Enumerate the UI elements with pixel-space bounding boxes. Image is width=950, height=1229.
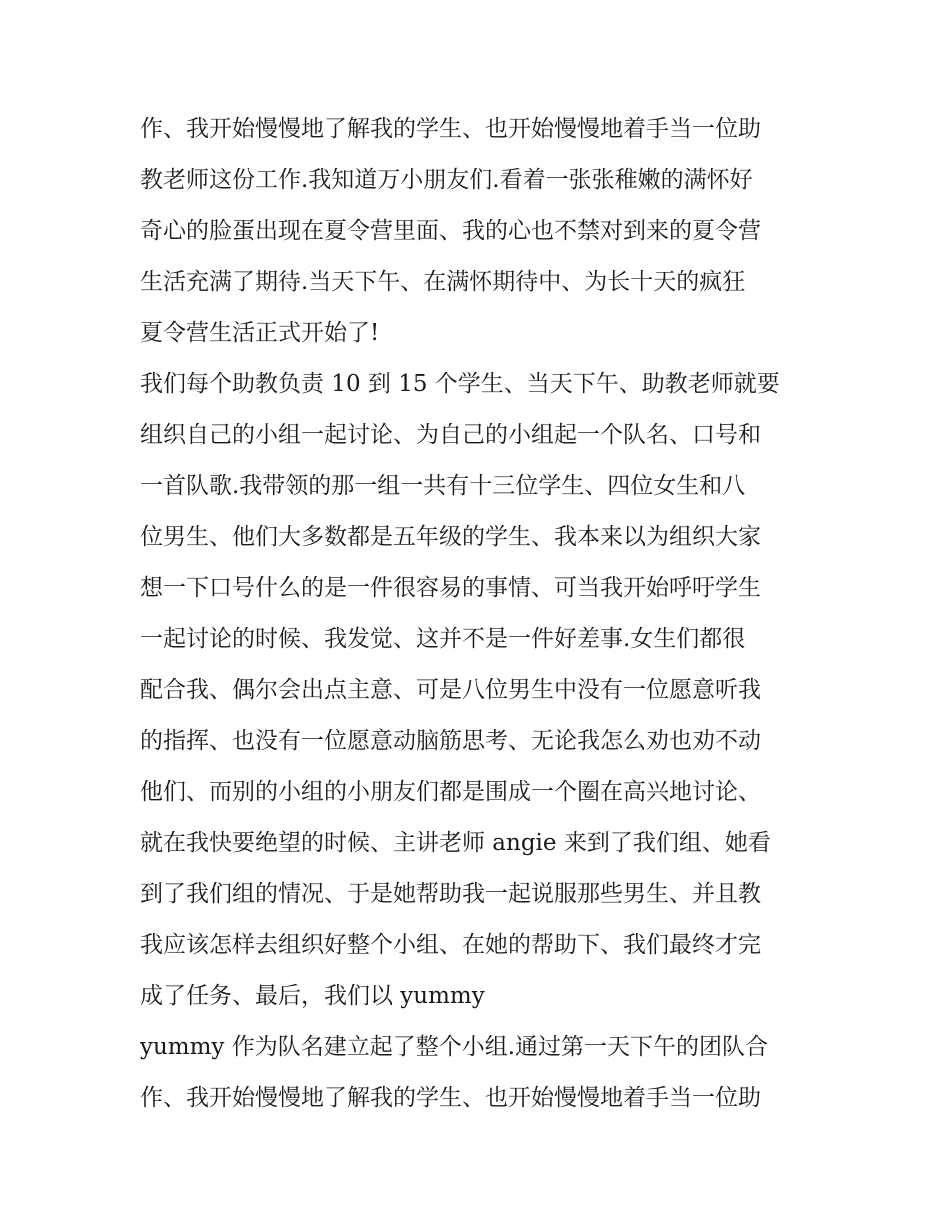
text-line: 作、我开始慢慢地了解我的学生、也开始慢慢地着手当一位助 — [140, 116, 761, 142]
document-body — [140, 104, 830, 1124]
text-line: 配合我、偶尔会出点主意、可是八位男生中没有一位愿意听我 — [140, 677, 761, 703]
text-line: 的指挥、也没有一位愿意动脑筋思考、无论我怎么劝也劝不动 — [140, 728, 761, 754]
text-line: 生活充满了期待.当天下午、在满怀期待中、为长十天的疯狂 — [140, 269, 746, 295]
text-line: 教老师这份工作.我知道万小朋友们.看着一张张稚嫩的满怀好 — [140, 167, 753, 193]
text-line: 夏令营生活正式开始了! — [140, 320, 380, 346]
text-line: 我应该怎样去组织好整个小组、在她的帮助下、我们最终才完 — [140, 932, 761, 958]
text-line: 到了我们组的情况、于是她帮助我一起说服那些男生、并且教 — [140, 881, 761, 907]
text-line: 奇心的脸蛋出现在夏令营里面、我的心也不禁对到来的夏令营 — [140, 218, 761, 244]
text-line: 我们每个助教负责 10 到 15 个学生、当天下午、助教老师就要 — [140, 371, 780, 397]
text-line: 一首队歌.我带领的那一组一共有十三位学生、四位女生和八 — [140, 473, 746, 499]
text-line: 位男生、他们大多数都是五年级的学生、我本来以为组织大家 — [140, 524, 761, 550]
text-line: 一起讨论的时候、我发觉、这并不是一件好差事.女生们都很 — [140, 626, 746, 652]
text-line: yummy 作为队名建立起了整个小组.通过第一天下午的团队合 — [140, 1034, 769, 1060]
text-line: 成了任务、最后，我们以 yummy — [140, 983, 485, 1009]
text-line: 作、我开始慢慢地了解我的学生、也开始慢慢地着手当一位助 — [140, 1085, 761, 1111]
text-line: 组织自己的小组一起讨论、为自己的小组起一个队名、口号和 — [140, 422, 761, 448]
text-line: 想一下口号什么的是一件很容易的事情、可当我开始呼吁学生 — [140, 575, 761, 601]
text-line: 他们、而别的小组的小朋友们都是围成一个圈在高兴地讨论、 — [140, 779, 761, 805]
text-line: 就在我快要绝望的时候、主讲老师 angie 来到了我们组、她看 — [140, 830, 771, 856]
